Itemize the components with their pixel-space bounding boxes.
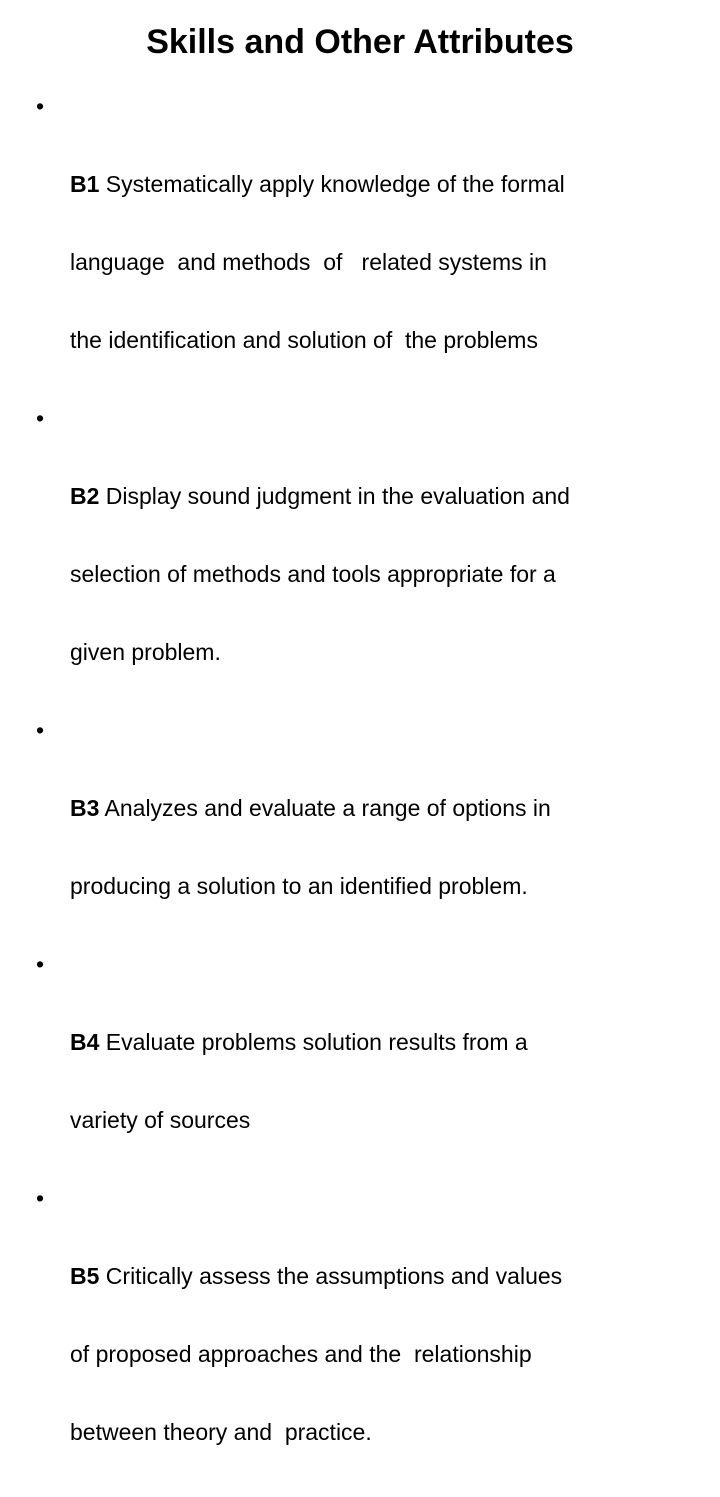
attribute-code: B1 [70,171,100,197]
bullet-line: selection of methods and tools appropriate for a [70,561,556,587]
bullet-item-b2 [30,405,710,717]
bullet-text: Critically assess the assumptions and values [99,1263,563,1289]
bullet-line [70,1029,710,1055]
attribute-code: B4 [70,1029,100,1055]
bullet-line: of proposed approaches and the relationship [70,1341,532,1367]
bullet-list [30,93,710,1497]
bullet-line: the identification and solution of the problems [70,327,538,353]
bullet-line [70,1263,710,1289]
bullet-text: Analyzes and evaluate a range of options in [99,795,551,821]
bullet-line: producing a solution to an identified problem. [70,873,528,899]
bullet-text: Systematically apply knowledge of the formal [99,171,565,197]
bullet-item-b3 [30,717,710,951]
bullet-text: Evaluate problems solution results from a [99,1029,528,1055]
bullet-line: between theory and practice. [70,1419,372,1445]
bullet-line [70,795,710,821]
slide-title: Skills and Other Attributes [146,23,574,61]
bullet-marker: • [35,717,45,743]
bullet-line: language and methods of related systems in [70,249,547,275]
bullet-line [70,171,710,197]
bullet-marker: • [35,405,45,431]
bullet-item-b1 [30,93,710,405]
bullet-line: given problem. [70,639,221,665]
bullet-item-b5 [30,1185,710,1497]
attribute-code: B5 [70,1263,100,1289]
bullet-marker: • [35,93,45,119]
bullet-item-b4 [30,951,710,1185]
bullet-marker: • [35,1185,45,1211]
attribute-code: B2 [70,483,100,509]
bullet-marker: • [35,951,45,977]
bullet-line [70,483,710,509]
bullet-line: variety of sources [70,1107,251,1133]
attribute-code: B3 [70,795,100,821]
bullet-text: Display sound judgment in the evaluation and [99,483,570,509]
